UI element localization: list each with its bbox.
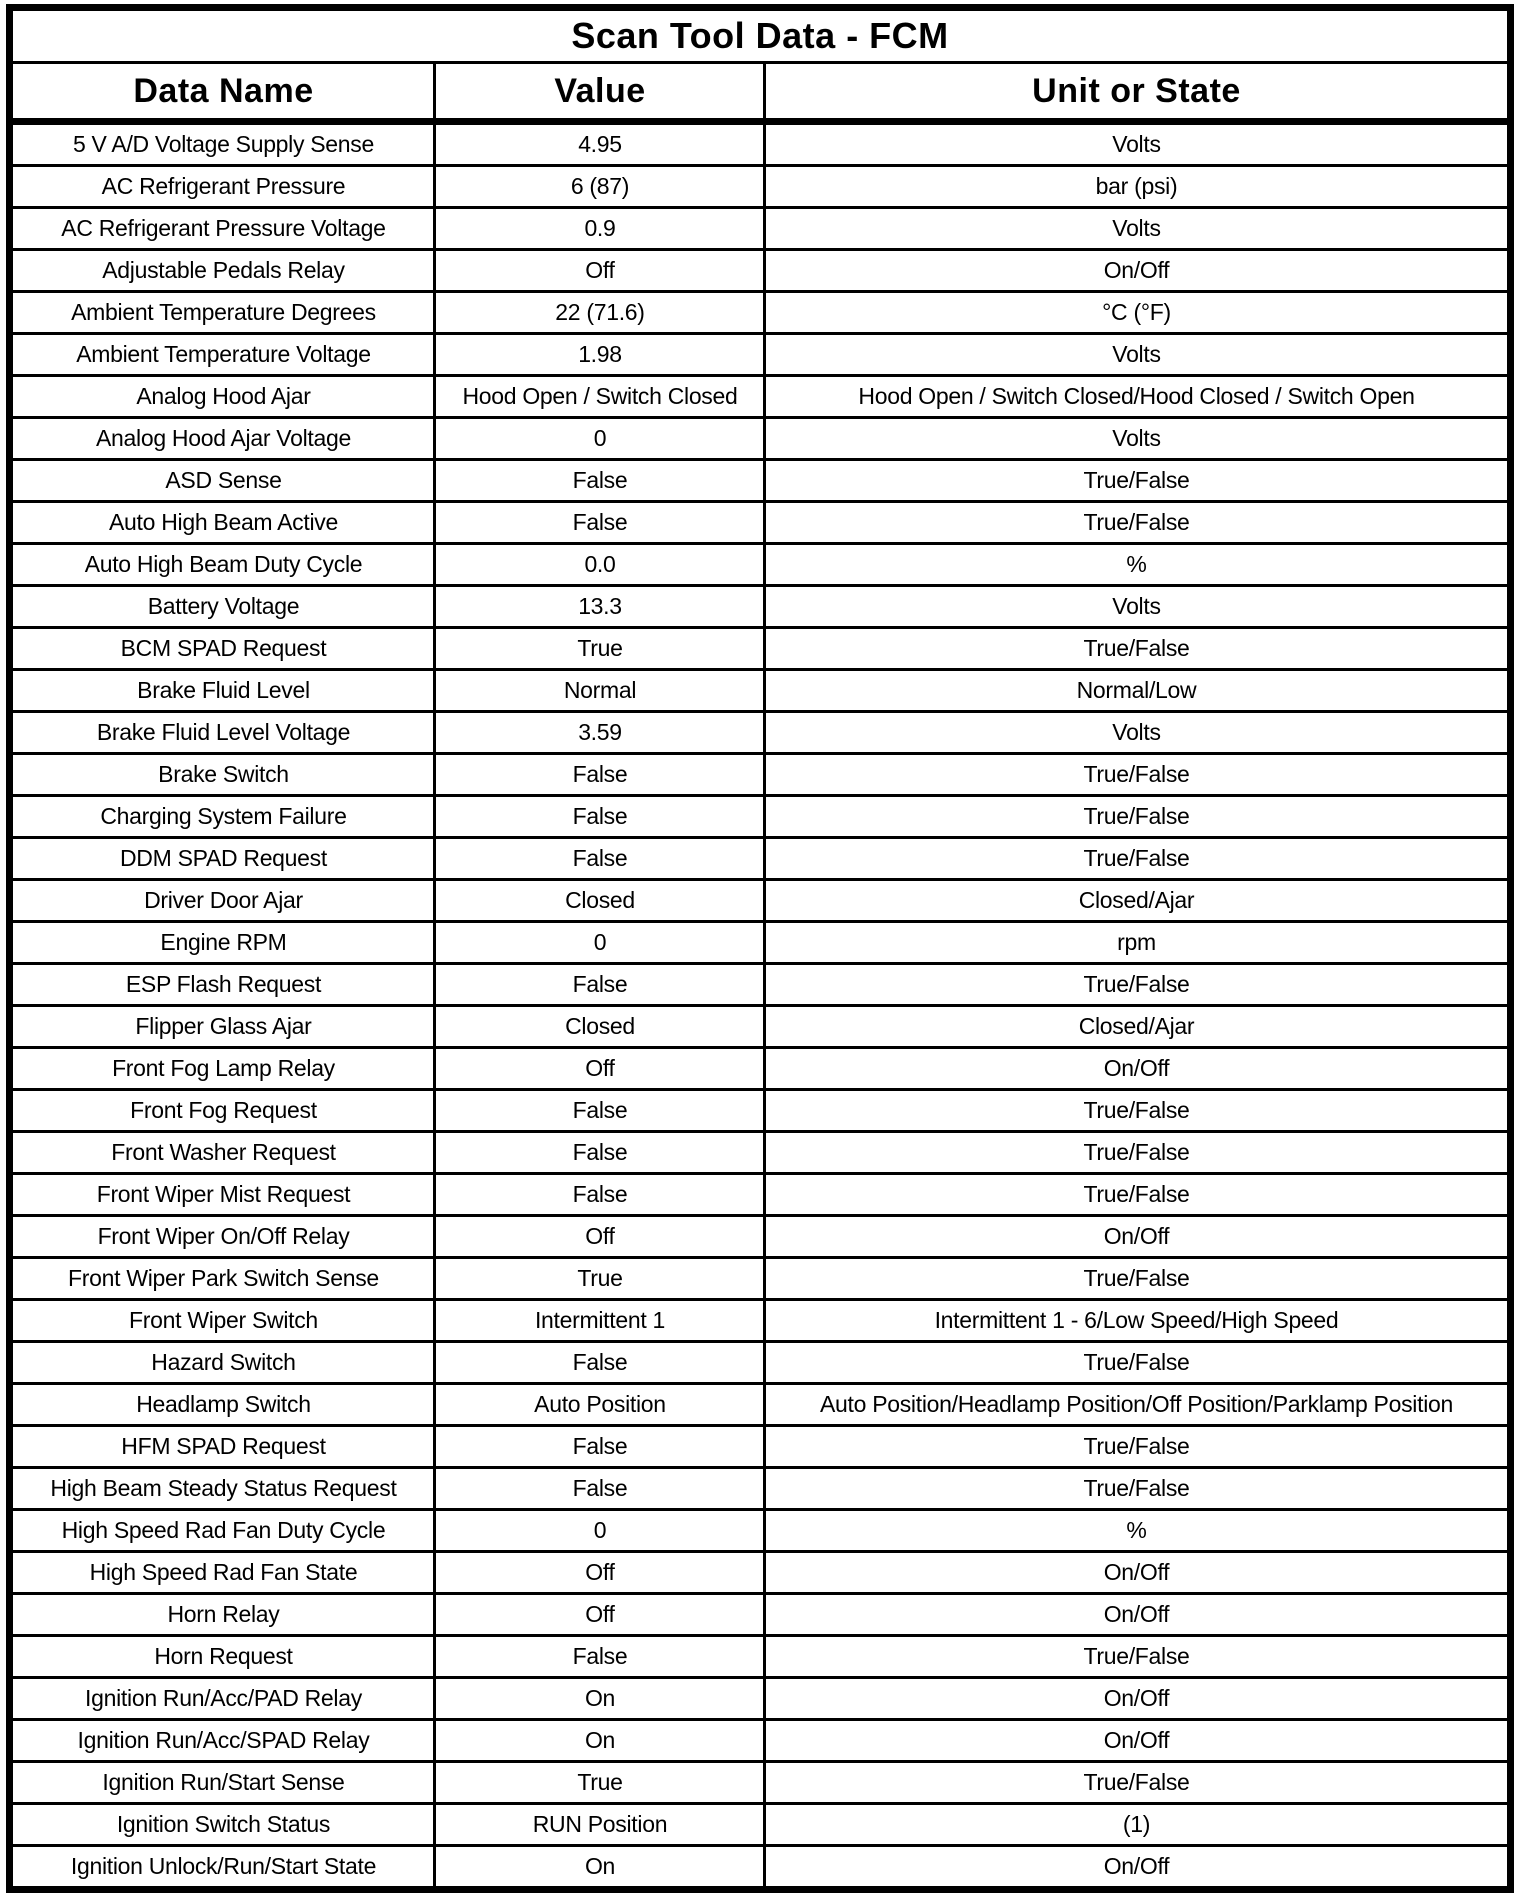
data-name-cell: Horn Relay [10,1594,435,1636]
data-name-cell: Front Washer Request [10,1132,435,1174]
value-cell: 1.98 [435,334,765,376]
data-name-cell: Adjustable Pedals Relay [10,250,435,292]
unit-or-state-cell: % [765,1510,1510,1552]
value-cell: On [435,1678,765,1720]
value-cell: 0 [435,1510,765,1552]
table-row [10,418,1510,460]
data-name-cell: Engine RPM [10,922,435,964]
value-cell: False [435,460,765,502]
data-name-cell: Ignition Run/Acc/PAD Relay [10,1678,435,1720]
table-row [10,502,1510,544]
data-name-cell: Analog Hood Ajar Voltage [10,418,435,460]
value-cell: Off [435,250,765,292]
table-row [10,754,1510,796]
value-cell: RUN Position [435,1804,765,1846]
data-name-cell: Flipper Glass Ajar [10,1006,435,1048]
title-row [10,8,1510,63]
table-row [10,1090,1510,1132]
column-header-unit-or-state: Unit or State [765,63,1510,122]
data-name-cell: High Speed Rad Fan Duty Cycle [10,1510,435,1552]
data-name-cell: Auto High Beam Duty Cycle [10,544,435,586]
data-name-cell: Front Wiper On/Off Relay [10,1216,435,1258]
table-row [10,544,1510,586]
unit-or-state-cell: bar (psi) [765,166,1510,208]
unit-or-state-cell: True/False [765,1636,1510,1678]
value-cell: Closed [435,1006,765,1048]
unit-or-state-cell: °C (°F) [765,292,1510,334]
unit-or-state-cell: Volts [765,418,1510,460]
value-cell: 0.0 [435,544,765,586]
table-body [10,122,1510,1890]
data-name-cell: Ignition Run/Start Sense [10,1762,435,1804]
table-row [10,1510,1510,1552]
table-row [10,334,1510,376]
table-row [10,1552,1510,1594]
data-name-cell: Brake Fluid Level [10,670,435,712]
value-cell: Off [435,1048,765,1090]
data-name-cell: 5 V A/D Voltage Supply Sense [10,122,435,166]
data-name-cell: Front Wiper Mist Request [10,1174,435,1216]
value-cell: 0.9 [435,208,765,250]
value-cell: False [435,1342,765,1384]
unit-or-state-cell: True/False [765,1342,1510,1384]
value-cell: False [435,1090,765,1132]
data-name-cell: Ignition Run/Acc/SPAD Relay [10,1720,435,1762]
value-cell: False [435,1636,765,1678]
data-name-cell: Auto High Beam Active [10,502,435,544]
value-cell: Intermittent 1 [435,1300,765,1342]
table-row [10,1762,1510,1804]
data-name-cell: ASD Sense [10,460,435,502]
value-cell: False [435,1468,765,1510]
unit-or-state-cell: On/Off [765,1846,1510,1890]
table-row [10,1300,1510,1342]
column-header-data-name: Data Name [10,63,435,122]
value-cell: False [435,838,765,880]
table-row [10,376,1510,418]
value-cell: False [435,964,765,1006]
value-cell: Auto Position [435,1384,765,1426]
table-row [10,964,1510,1006]
unit-or-state-cell: True/False [765,1132,1510,1174]
unit-or-state-cell: On/Off [765,1720,1510,1762]
table-row [10,1468,1510,1510]
data-name-cell: Brake Switch [10,754,435,796]
data-name-cell: Ambient Temperature Degrees [10,292,435,334]
unit-or-state-cell: True/False [765,796,1510,838]
unit-or-state-cell: Intermittent 1 - 6/Low Speed/High Speed [765,1300,1510,1342]
unit-or-state-cell: Normal/Low [765,670,1510,712]
table-row [10,712,1510,754]
unit-or-state-cell: True/False [765,1258,1510,1300]
table-row [10,1048,1510,1090]
value-cell: False [435,1132,765,1174]
value-cell: 13.3 [435,586,765,628]
unit-or-state-cell: On/Off [765,1048,1510,1090]
unit-or-state-cell: True/False [765,964,1510,1006]
data-name-cell: Headlamp Switch [10,1384,435,1426]
table-row [10,460,1510,502]
table-row [10,1426,1510,1468]
data-name-cell: DDM SPAD Request [10,838,435,880]
unit-or-state-cell: True/False [765,628,1510,670]
table-row [10,250,1510,292]
value-cell: Off [435,1594,765,1636]
table-row [10,1636,1510,1678]
unit-or-state-cell: On/Off [765,1216,1510,1258]
table-row [10,208,1510,250]
unit-or-state-cell: True/False [765,1426,1510,1468]
table-row [10,1216,1510,1258]
scan-tool-data-table [6,4,1513,1893]
data-name-cell: AC Refrigerant Pressure Voltage [10,208,435,250]
table-row [10,292,1510,334]
data-name-cell: Front Wiper Park Switch Sense [10,1258,435,1300]
value-cell: False [435,1426,765,1468]
unit-or-state-cell: True/False [765,1174,1510,1216]
unit-or-state-cell: % [765,544,1510,586]
data-name-cell: BCM SPAD Request [10,628,435,670]
unit-or-state-cell: On/Off [765,250,1510,292]
data-name-cell: Hazard Switch [10,1342,435,1384]
header-row [10,63,1510,122]
data-name-cell: Horn Request [10,1636,435,1678]
unit-or-state-cell: (1) [765,1804,1510,1846]
value-cell: On [435,1846,765,1890]
table-row [10,1846,1510,1890]
data-name-cell: Front Fog Lamp Relay [10,1048,435,1090]
value-cell: 0 [435,922,765,964]
table-row [10,586,1510,628]
data-name-cell: Battery Voltage [10,586,435,628]
unit-or-state-cell: Volts [765,334,1510,376]
value-cell: Off [435,1552,765,1594]
table-row [10,1384,1510,1426]
unit-or-state-cell: True/False [765,838,1510,880]
page-title: Scan Tool Data - FCM [10,8,1510,63]
unit-or-state-cell: Volts [765,208,1510,250]
table-row [10,122,1510,166]
value-cell: On [435,1720,765,1762]
table-row [10,1132,1510,1174]
value-cell: True [435,628,765,670]
unit-or-state-cell: True/False [765,502,1510,544]
value-cell: False [435,1174,765,1216]
value-cell: 0 [435,418,765,460]
value-cell: True [435,1258,765,1300]
table-row [10,796,1510,838]
table-row [10,1342,1510,1384]
value-cell: 4.95 [435,122,765,166]
table-row [10,922,1510,964]
data-name-cell: Charging System Failure [10,796,435,838]
data-name-cell: AC Refrigerant Pressure [10,166,435,208]
unit-or-state-cell: Volts [765,586,1510,628]
value-cell: 3.59 [435,712,765,754]
value-cell: 6 (87) [435,166,765,208]
unit-or-state-cell: Volts [765,712,1510,754]
value-cell: False [435,502,765,544]
value-cell: False [435,754,765,796]
unit-or-state-cell: On/Off [765,1552,1510,1594]
value-cell: 22 (71.6) [435,292,765,334]
unit-or-state-cell: True/False [765,1762,1510,1804]
unit-or-state-cell: Hood Open / Switch Closed/Hood Closed / Switch Open [765,376,1510,418]
value-cell: Normal [435,670,765,712]
data-name-cell: Brake Fluid Level Voltage [10,712,435,754]
unit-or-state-cell: On/Off [765,1594,1510,1636]
column-header-value: Value [435,63,765,122]
unit-or-state-cell: Volts [765,122,1510,166]
data-name-cell: Front Fog Request [10,1090,435,1132]
value-cell: Off [435,1216,765,1258]
table-row [10,880,1510,922]
table-row [10,670,1510,712]
unit-or-state-cell: True/False [765,1468,1510,1510]
data-name-cell: Analog Hood Ajar [10,376,435,418]
data-name-cell: Driver Door Ajar [10,880,435,922]
table-row [10,166,1510,208]
table-row [10,1678,1510,1720]
data-name-cell: High Speed Rad Fan State [10,1552,435,1594]
unit-or-state-cell: Auto Position/Headlamp Position/Off Position/Parklamp Position [765,1384,1510,1426]
value-cell: Hood Open / Switch Closed [435,376,765,418]
table-row [10,1804,1510,1846]
data-name-cell: Ignition Switch Status [10,1804,435,1846]
table-row [10,1720,1510,1762]
table-row [10,838,1510,880]
unit-or-state-cell: On/Off [765,1678,1510,1720]
table-row [10,1174,1510,1216]
table-row [10,1006,1510,1048]
unit-or-state-cell: rpm [765,922,1510,964]
data-name-cell: HFM SPAD Request [10,1426,435,1468]
data-name-cell: Ambient Temperature Voltage [10,334,435,376]
value-cell: True [435,1762,765,1804]
unit-or-state-cell: Closed/Ajar [765,880,1510,922]
unit-or-state-cell: True/False [765,754,1510,796]
table-row [10,628,1510,670]
data-name-cell: ESP Flash Request [10,964,435,1006]
data-name-cell: High Beam Steady Status Request [10,1468,435,1510]
data-name-cell: Front Wiper Switch [10,1300,435,1342]
unit-or-state-cell: True/False [765,460,1510,502]
table-row [10,1594,1510,1636]
unit-or-state-cell: Closed/Ajar [765,1006,1510,1048]
data-name-cell: Ignition Unlock/Run/Start State [10,1846,435,1890]
value-cell: False [435,796,765,838]
value-cell: Closed [435,880,765,922]
unit-or-state-cell: True/False [765,1090,1510,1132]
table-row [10,1258,1510,1300]
